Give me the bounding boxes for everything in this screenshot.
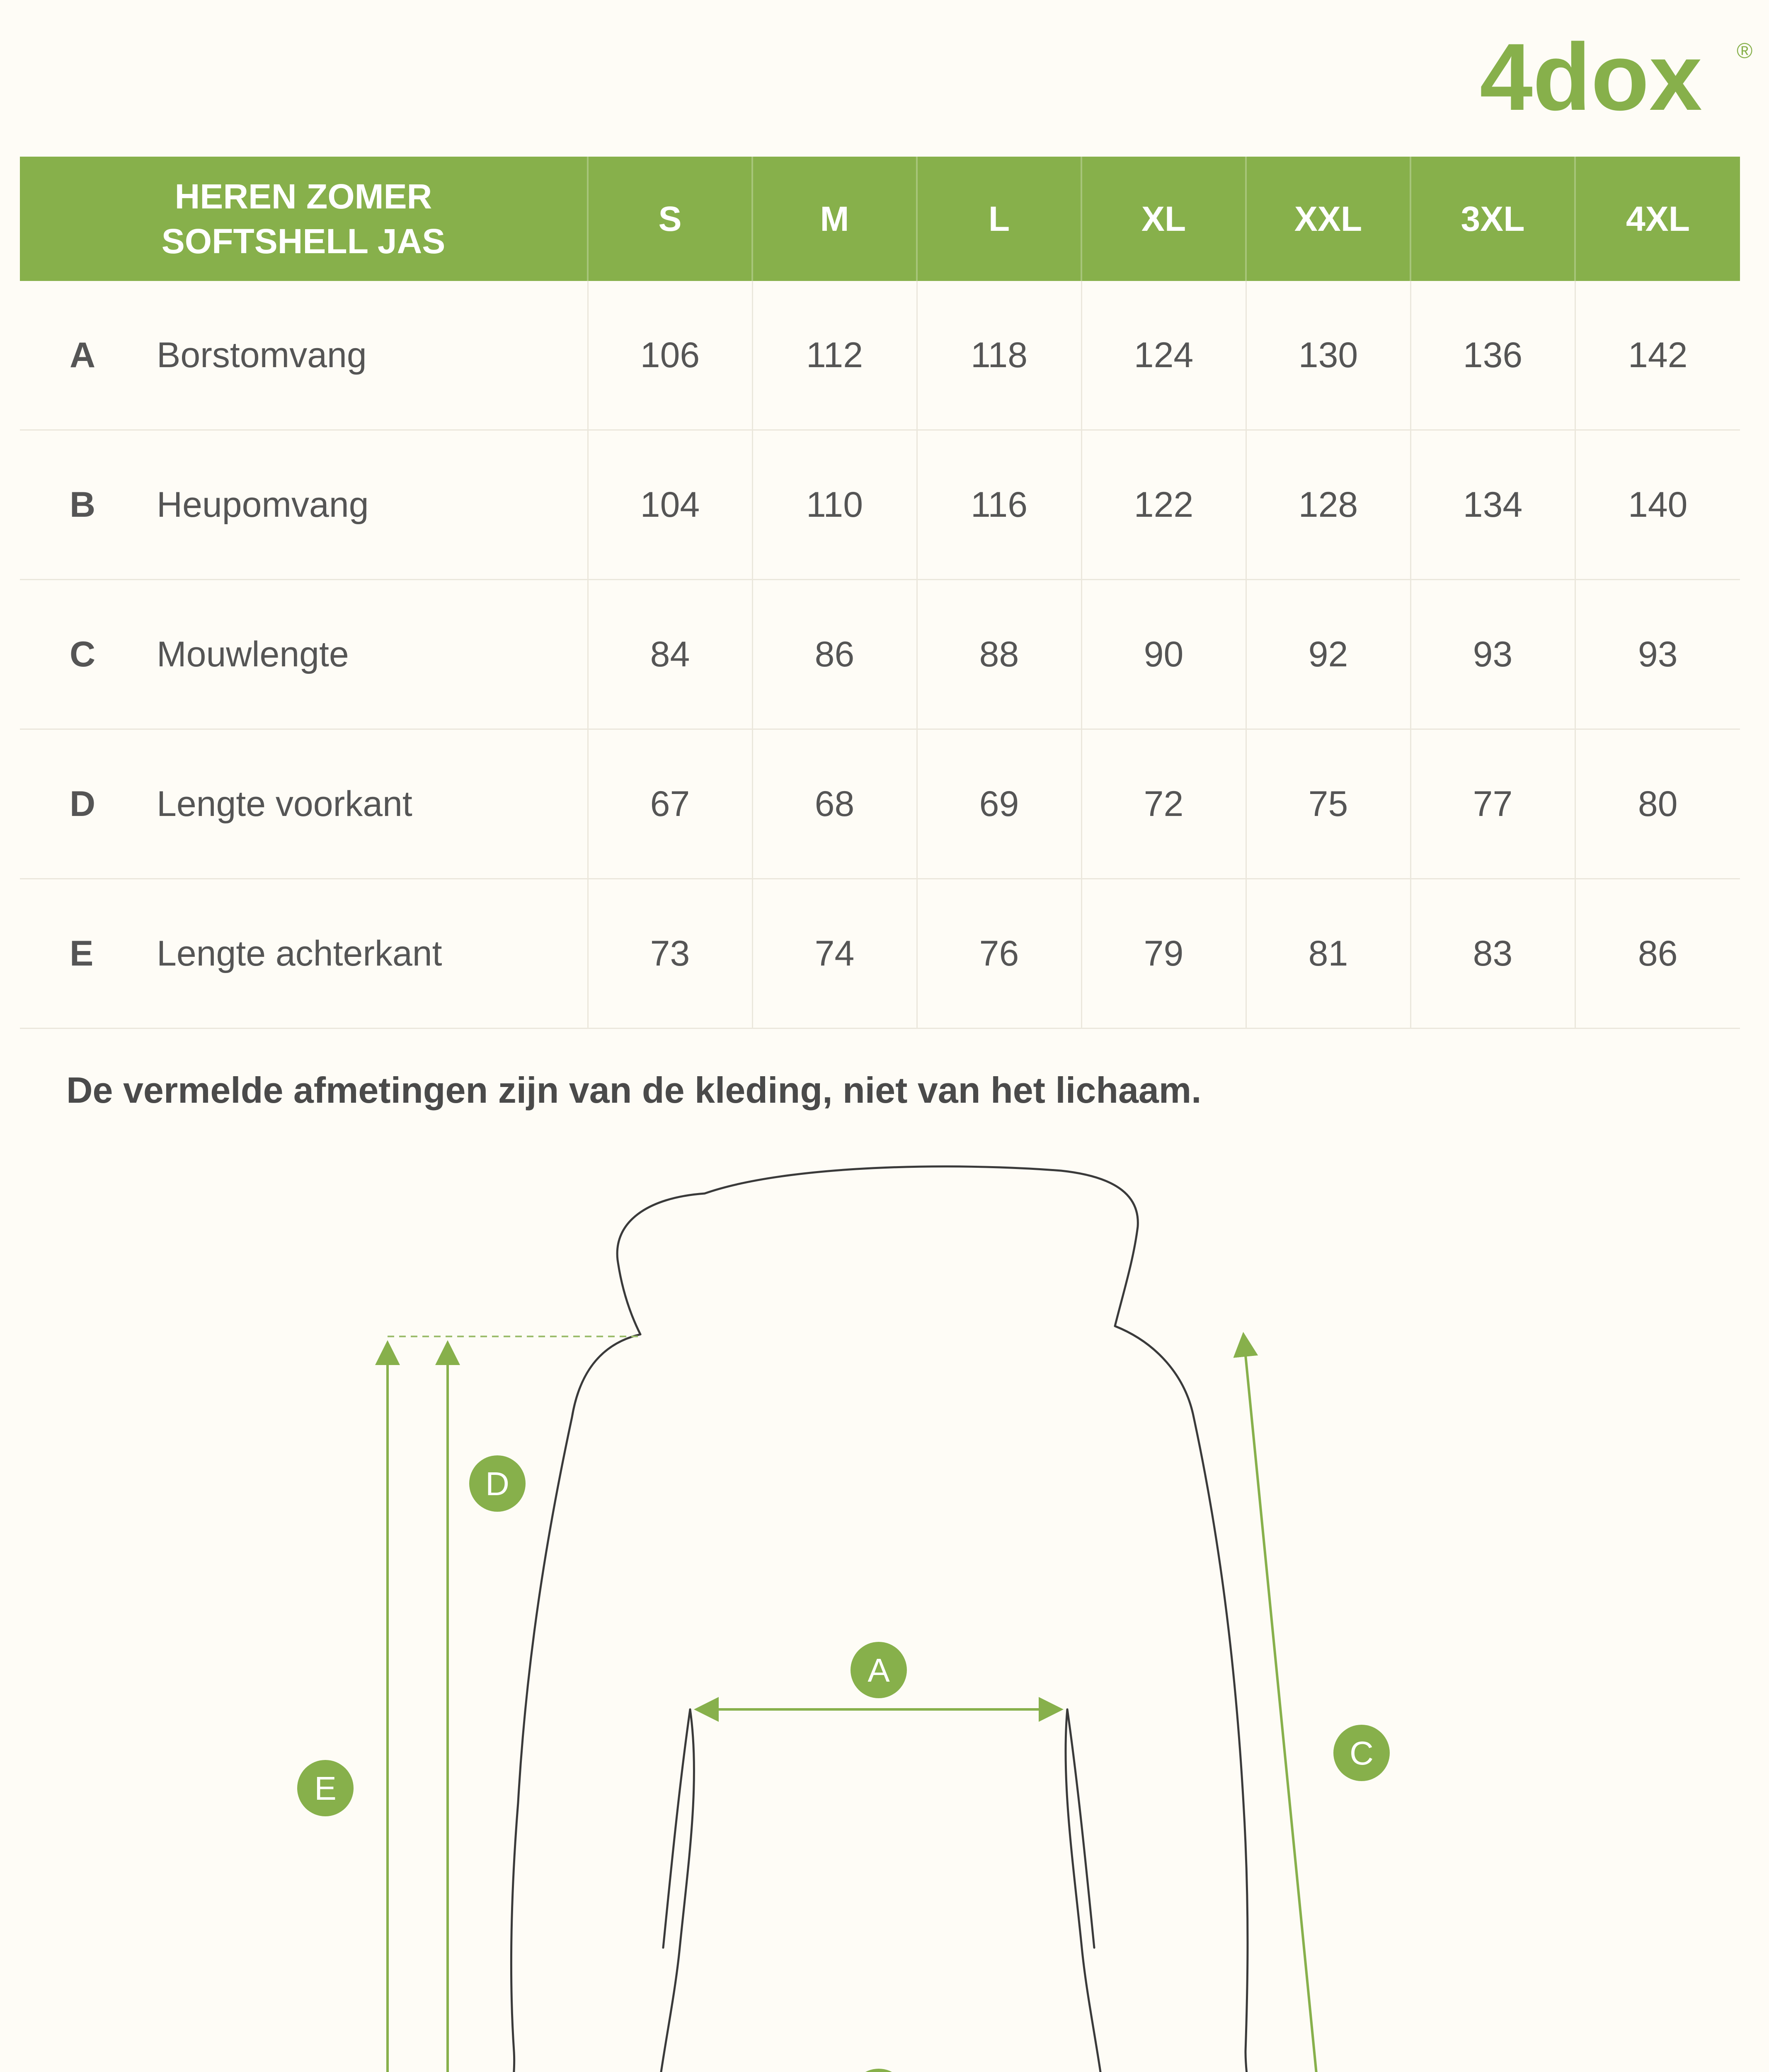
- table-cell: 74: [752, 879, 917, 1029]
- table-cell: 72: [1081, 729, 1246, 879]
- table-cell: 68: [752, 729, 917, 879]
- measurement-note: De vermelde afmetingen zijn van de kleding, niet van het lichaam.: [66, 1070, 1202, 1111]
- row-name: Lengte achterkant: [157, 933, 442, 973]
- table-title: [20, 157, 588, 281]
- measurement-arrows: [388, 1334, 1337, 2072]
- jacket-measurement-diagram: [0, 1119, 1769, 2072]
- table-cell: 106: [588, 281, 752, 430]
- badge-b: [851, 2069, 907, 2072]
- left-inner-panel: [663, 1709, 690, 1948]
- table-cell: 104: [588, 430, 752, 580]
- size-chart-table: [20, 157, 1740, 1029]
- row-name: Borstomvang: [157, 335, 367, 375]
- table-cell: 142: [1575, 281, 1740, 430]
- table-cell: 69: [917, 729, 1081, 879]
- badge-a-label: A: [868, 1652, 890, 1689]
- table-cell: 83: [1410, 879, 1575, 1029]
- table-cell: 124: [1081, 281, 1246, 430]
- badge-d: [469, 1455, 526, 1512]
- table-cell: 86: [752, 580, 917, 729]
- table-cell: 86: [1575, 879, 1740, 1029]
- table-cell: 84: [588, 580, 752, 729]
- table-cell: 112: [752, 281, 917, 430]
- table-cell: 90: [1081, 580, 1246, 729]
- table-row: [20, 729, 1740, 879]
- badge-e-label: E: [314, 1770, 337, 1807]
- table-cell: 116: [917, 430, 1081, 580]
- row-letter: C: [70, 634, 96, 674]
- table-cell: 92: [1246, 580, 1410, 729]
- table-title-line2: SOFTSHELL JAS: [161, 222, 446, 261]
- row-letter: A: [70, 335, 96, 375]
- table-title-line1: HEREN ZOMER: [174, 177, 432, 216]
- table-row: [20, 580, 1740, 729]
- table-cell: 80: [1575, 729, 1740, 879]
- arrow-c: [1243, 1334, 1337, 2072]
- row-name: Heupomvang: [157, 484, 369, 525]
- row-label: [20, 879, 588, 1029]
- row-name: Mouwlengte: [157, 634, 349, 674]
- size-header: 4XL: [1575, 157, 1740, 281]
- table-row: [20, 430, 1740, 580]
- table-cell: 81: [1246, 879, 1410, 1029]
- table-cell: 93: [1410, 580, 1575, 729]
- table-cell: 110: [752, 430, 917, 580]
- table-cell: 75: [1246, 729, 1410, 879]
- body-right-outline: [1109, 1326, 1253, 2072]
- table-row: [20, 879, 1740, 1029]
- left-side-seam: [656, 1709, 705, 2072]
- table-cell: 79: [1081, 879, 1246, 1029]
- right-side-seam: [1061, 1709, 1106, 2072]
- hood-outline: [617, 1167, 1138, 1334]
- badge-c-label: C: [1350, 1735, 1374, 1772]
- table-cell: 93: [1575, 580, 1740, 729]
- table-row: [20, 281, 1740, 430]
- row-letter: E: [70, 933, 94, 973]
- badge-a: [851, 1642, 907, 1698]
- size-header: M: [752, 157, 917, 281]
- logo-text: 4dox: [1480, 29, 1702, 124]
- right-inner-panel: [1067, 1709, 1094, 1948]
- row-letter: B: [70, 484, 96, 525]
- table-cell: 134: [1410, 430, 1575, 580]
- row-label: [20, 729, 588, 879]
- logo-graphic: [1480, 29, 1753, 124]
- table-cell: 128: [1246, 430, 1410, 580]
- table-cell: 130: [1246, 281, 1410, 430]
- size-header: 3XL: [1410, 157, 1575, 281]
- table-cell: 88: [917, 580, 1081, 729]
- row-name: Lengte voorkant: [157, 784, 412, 824]
- badge-c: [1333, 1725, 1390, 1781]
- registered-mark: ®: [1737, 39, 1753, 63]
- table-cell: 118: [917, 281, 1081, 430]
- brand-logo: [1480, 29, 1753, 124]
- badge-d-label: D: [485, 1465, 509, 1502]
- row-letter: D: [70, 784, 96, 824]
- row-label: [20, 430, 588, 580]
- size-header: L: [917, 157, 1081, 281]
- size-header: XXL: [1246, 157, 1410, 281]
- size-header: XL: [1081, 157, 1246, 281]
- badge-e: [297, 1760, 354, 1816]
- table-cell: 122: [1081, 430, 1246, 580]
- row-label: [20, 580, 588, 729]
- table-cell: 140: [1575, 430, 1740, 580]
- table-cell: 67: [588, 729, 752, 879]
- jacket-outline: [509, 1167, 1253, 2072]
- table-cell: 136: [1410, 281, 1575, 430]
- measurement-guides: [388, 1336, 883, 2072]
- table-cell: 73: [588, 879, 752, 1029]
- body-left-outline: [509, 1334, 657, 2072]
- row-label: [20, 281, 588, 430]
- size-header: S: [588, 157, 752, 281]
- table-cell: 76: [917, 879, 1081, 1029]
- table-header-row: [20, 157, 1740, 281]
- table-cell: 77: [1410, 729, 1575, 879]
